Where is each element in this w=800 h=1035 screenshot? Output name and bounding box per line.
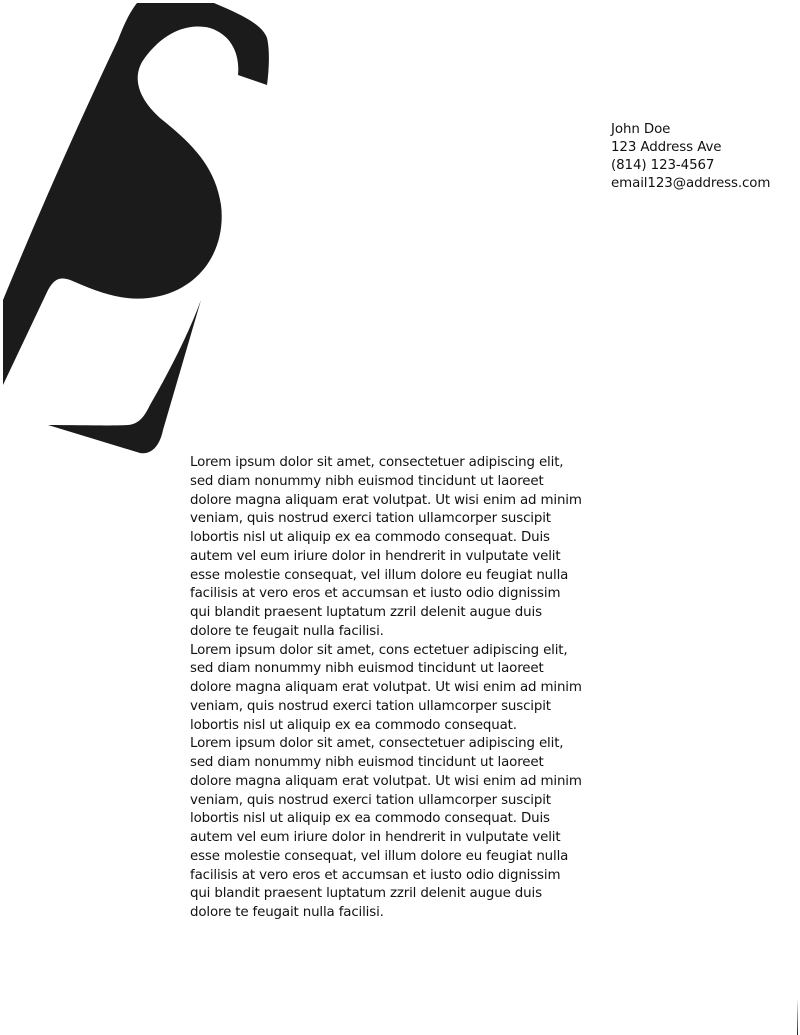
body-line: sed diam nonummy nibh euismod tincidunt ut laoreet [190,661,544,677]
body-line: facilisis at vero eros et accumsan et iusto odio dignissim [190,586,561,602]
logo-tail-shape [48,300,201,453]
body-line: dolore magna aliquam erat volutpat. Ut wisi enim ad minim [190,680,582,695]
body-line: Lorem ipsum dolor sit amet, cons ectetuer adipiscing elit, [190,642,568,658]
body-line: dolore te feugait nulla facilisi. [190,905,384,920]
logo-main-shape [3,3,269,385]
body-line: esse molestie consequat, vel illum dolore eu feugiat nulla [190,848,569,864]
body-line: qui blandit praesent luptatum zzril delenit augue duis [190,886,542,902]
body-line: autem vel eum iriure dolor in hendrerit in vulputate velit [190,548,561,564]
body-line: qui blandit praesent luptatum zzril delenit augue duis [190,605,542,620]
body-line: sed diam nonummy nibh euismod tincidunt ut laoreet [190,473,544,489]
body-line: autem vel eum iriure dolor in hendrerit in vulputate velit [190,830,561,845]
body-line: facilisis at vero eros et accumsan et iusto odio dignissim [190,867,561,883]
contact-name: John Doe [611,122,671,137]
body-line: dolore te feugait nulla facilisi. [190,623,384,639]
page-edge-divider [797,998,798,1035]
contact-phone: (814) 123-4567 [611,158,715,173]
body-line: Lorem ipsum dolor sit amet, consectetuer adipiscing elit, [190,736,564,752]
body-line: dolore magna aliquam erat volutpat. Ut wisi enim ad minim [190,492,582,508]
body-text [190,454,620,923]
body-line: veniam, quis nostrud exerci tation ullamcorper suscipit [190,698,551,714]
body-line: dolore magna aliquam erat volutpat. Ut wisi enim ad minim [190,773,582,789]
contact-block [611,121,770,193]
body-line: esse molestie consequat, vel illum dolore eu feugiat nulla [190,567,569,583]
contact-address: 123 Address Ave [611,140,722,155]
stylized-s-logo-icon [0,0,280,460]
body-line: veniam, quis nostrud exerci tation ullamcorper suscipit [190,792,551,808]
body-line: lobortis nisl ut aliquip ex ea commodo consequat. Duis [190,811,550,827]
contact-email: email123@address.com [611,176,771,191]
body-line: veniam, quis nostrud exerci tation ullamcorper suscipit [190,511,551,527]
body-line: sed diam nonummy nibh euismod tincidunt ut laoreet [190,755,544,770]
body-line: lobortis nisl ut aliquip ex ea commodo consequat. [190,717,517,733]
body-line: lobortis nisl ut aliquip ex ea commodo consequat. Duis [190,530,550,545]
body-line: Lorem ipsum dolor sit amet, consectetuer adipiscing elit, [190,455,564,470]
